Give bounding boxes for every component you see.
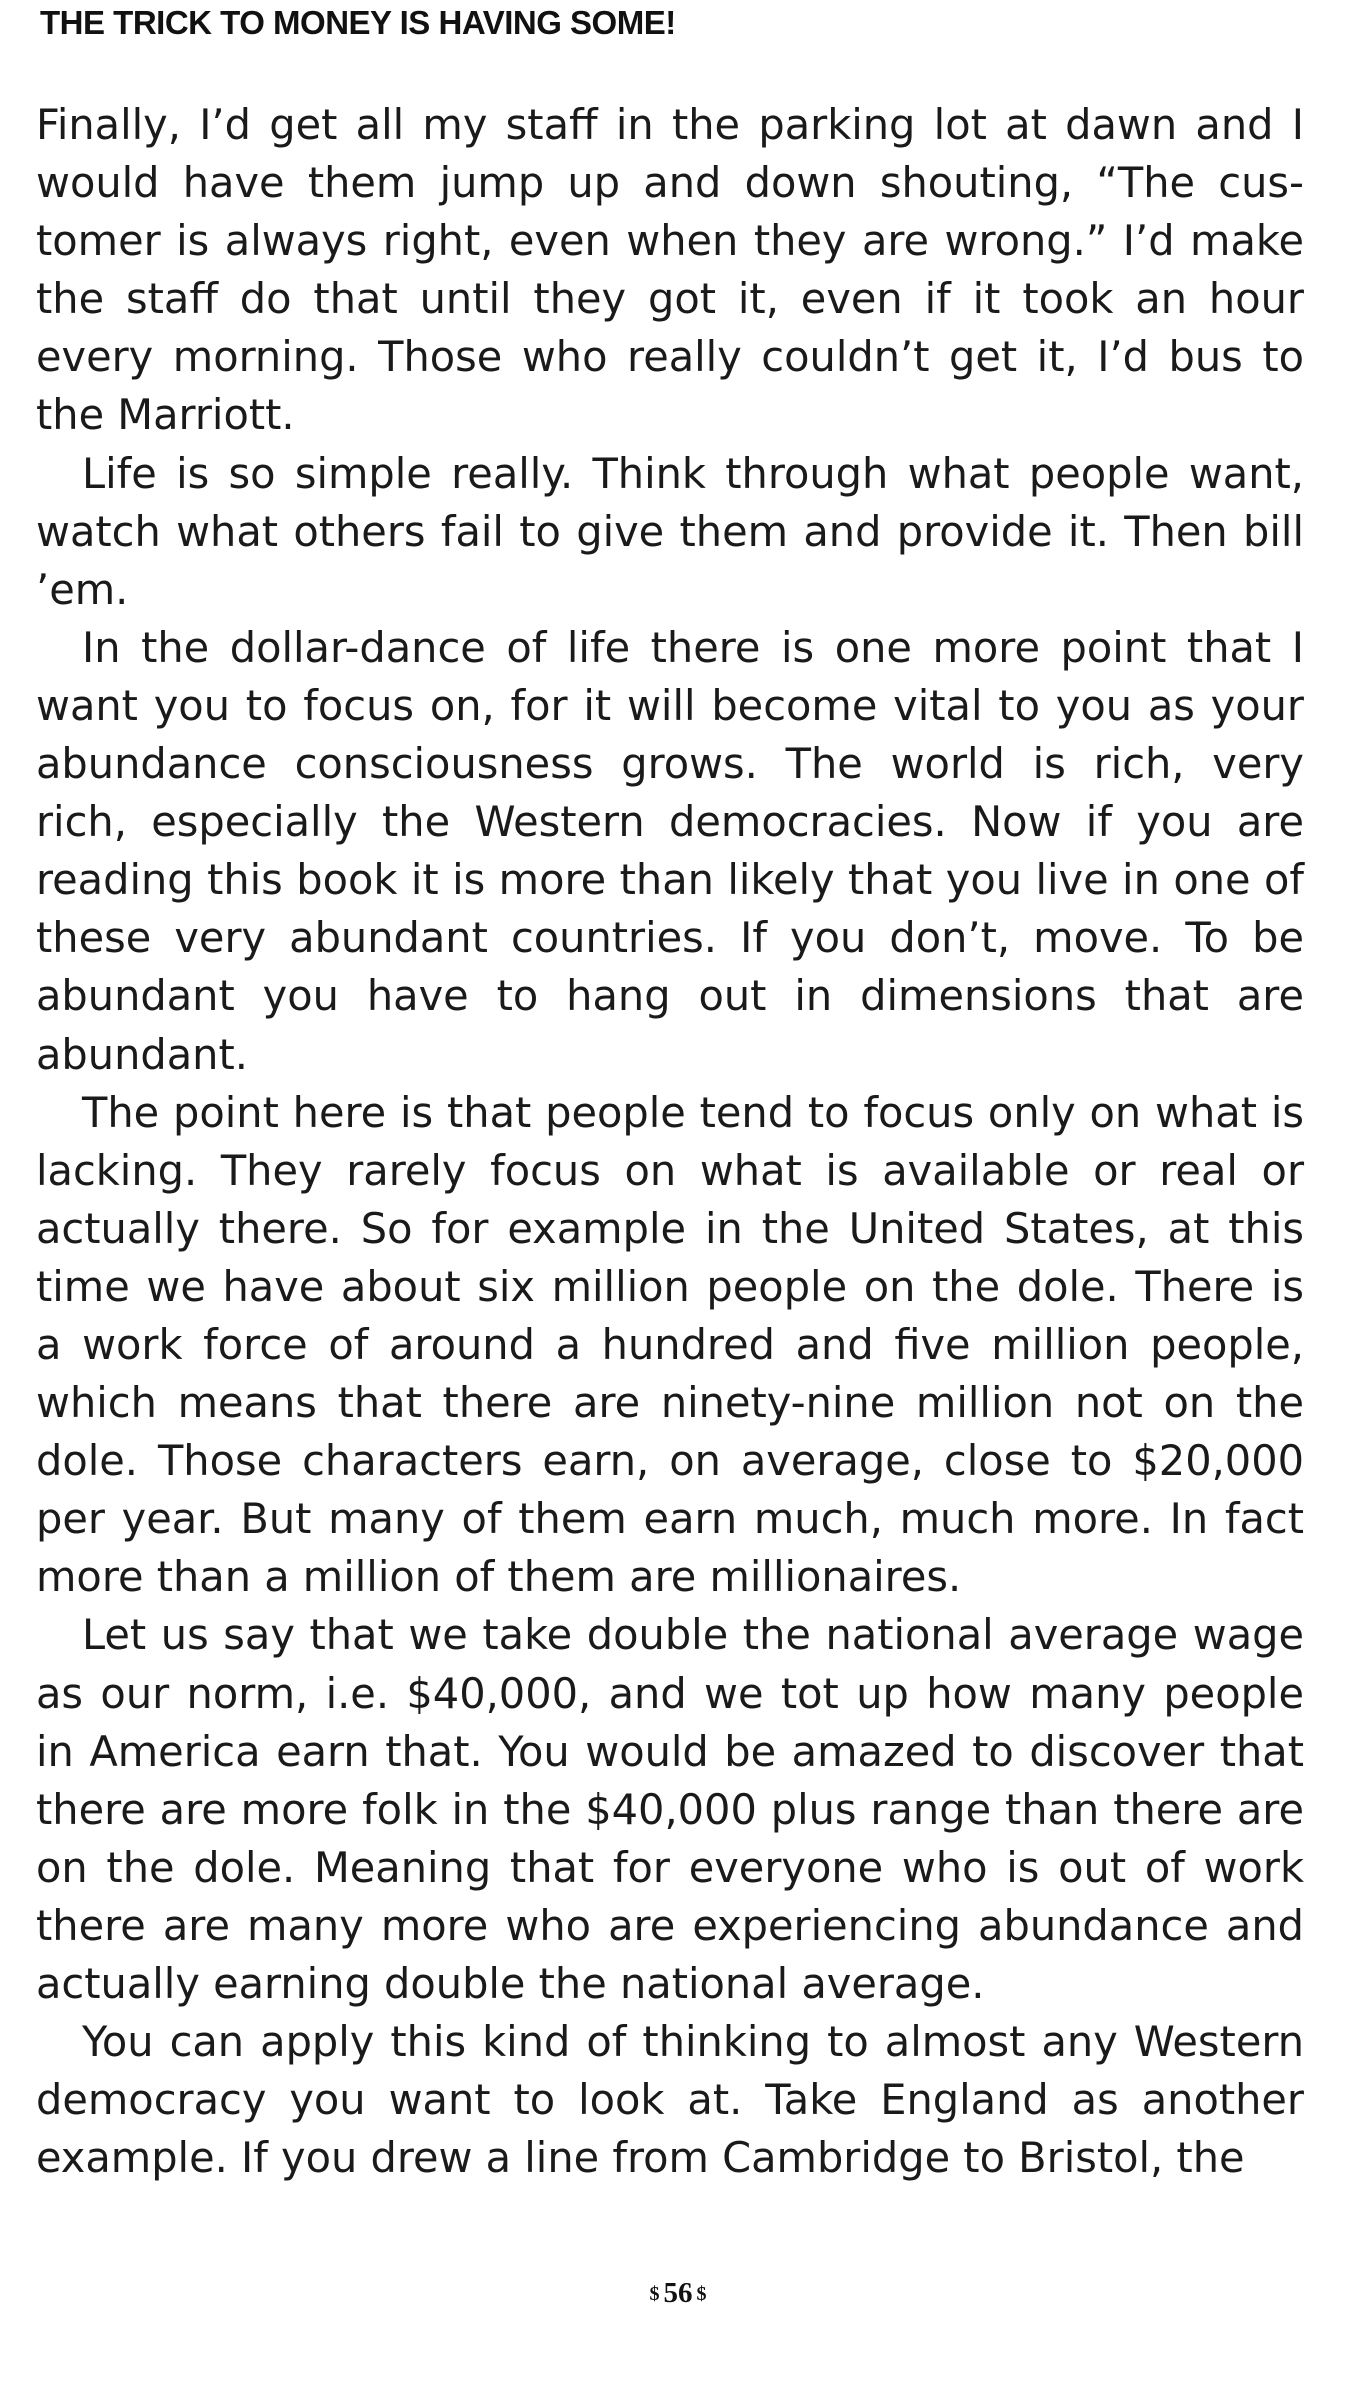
paragraph-2: Life is so simple really. Think through what people want, watch what others fail to give them and provide it. Then bill ’em. [36, 448, 1304, 614]
paragraph-1: Finally, I’d get all my staff in the parking lot at dawn and I would have them jump up and down shouting, “The customer is always right, even when they are wrong.” I’d make the staff do that until they got it, even if it took an hour every morning. Those who really couldn’t get it, I’d bus to the Marriott. [36, 100, 1304, 440]
page-folio [0, 2277, 1356, 2310]
paragraph-3: In the dollar-dance of life there is one more point that I want you to focus on, for it will become vital to you as your abundance consciousness grows. The world is rich, very rich, especially the Western democracies. Now if you are reading this book it is more than likely that you live in one of these very abundant countries. If you don’t, move. To be abundant you have to hang out in dimensions that are abundant. [36, 622, 1304, 1079]
running-head: THE TRICK TO MONEY IS HAVING SOME! [40, 4, 676, 41]
paragraph-5: Let us say that we take double the national average wage as our norm, i.e. $40,000, and we tot up how many people in America earn that. You would be amazed to discover that there are more folk in the $40,000 plus range than there are on the dole. Meaning that for everyone who is out of work there are many more who are experiencing abundance and actually earning double the national average. [36, 1610, 1304, 2008]
folio-ornament-left: $ [649, 2283, 660, 2305]
page-number: 56 [663, 2277, 693, 2309]
paragraph-4: The point here is that people tend to focus only on what is lacking. They rarely focus on what is available or real or actually there. So for example in the United States, at this time we have about six million people on the dole. There is a work force of around a hundred and five million people, which means that there are ninety-nine million not on the dole. Those characters earn, on average, close to $20,000 per year. But many of them earn much, much more. In fact more than a million of them are millionaires. [36, 1087, 1304, 1602]
paragraph-6: You can apply this kind of thinking to almost any Western democracy you want to look at. Take England as another example. If you drew a line from Cambridge to Bristol, the [36, 2017, 1304, 2183]
folio-ornament-right: $ [696, 2283, 707, 2305]
body-text [36, 96, 1304, 2187]
